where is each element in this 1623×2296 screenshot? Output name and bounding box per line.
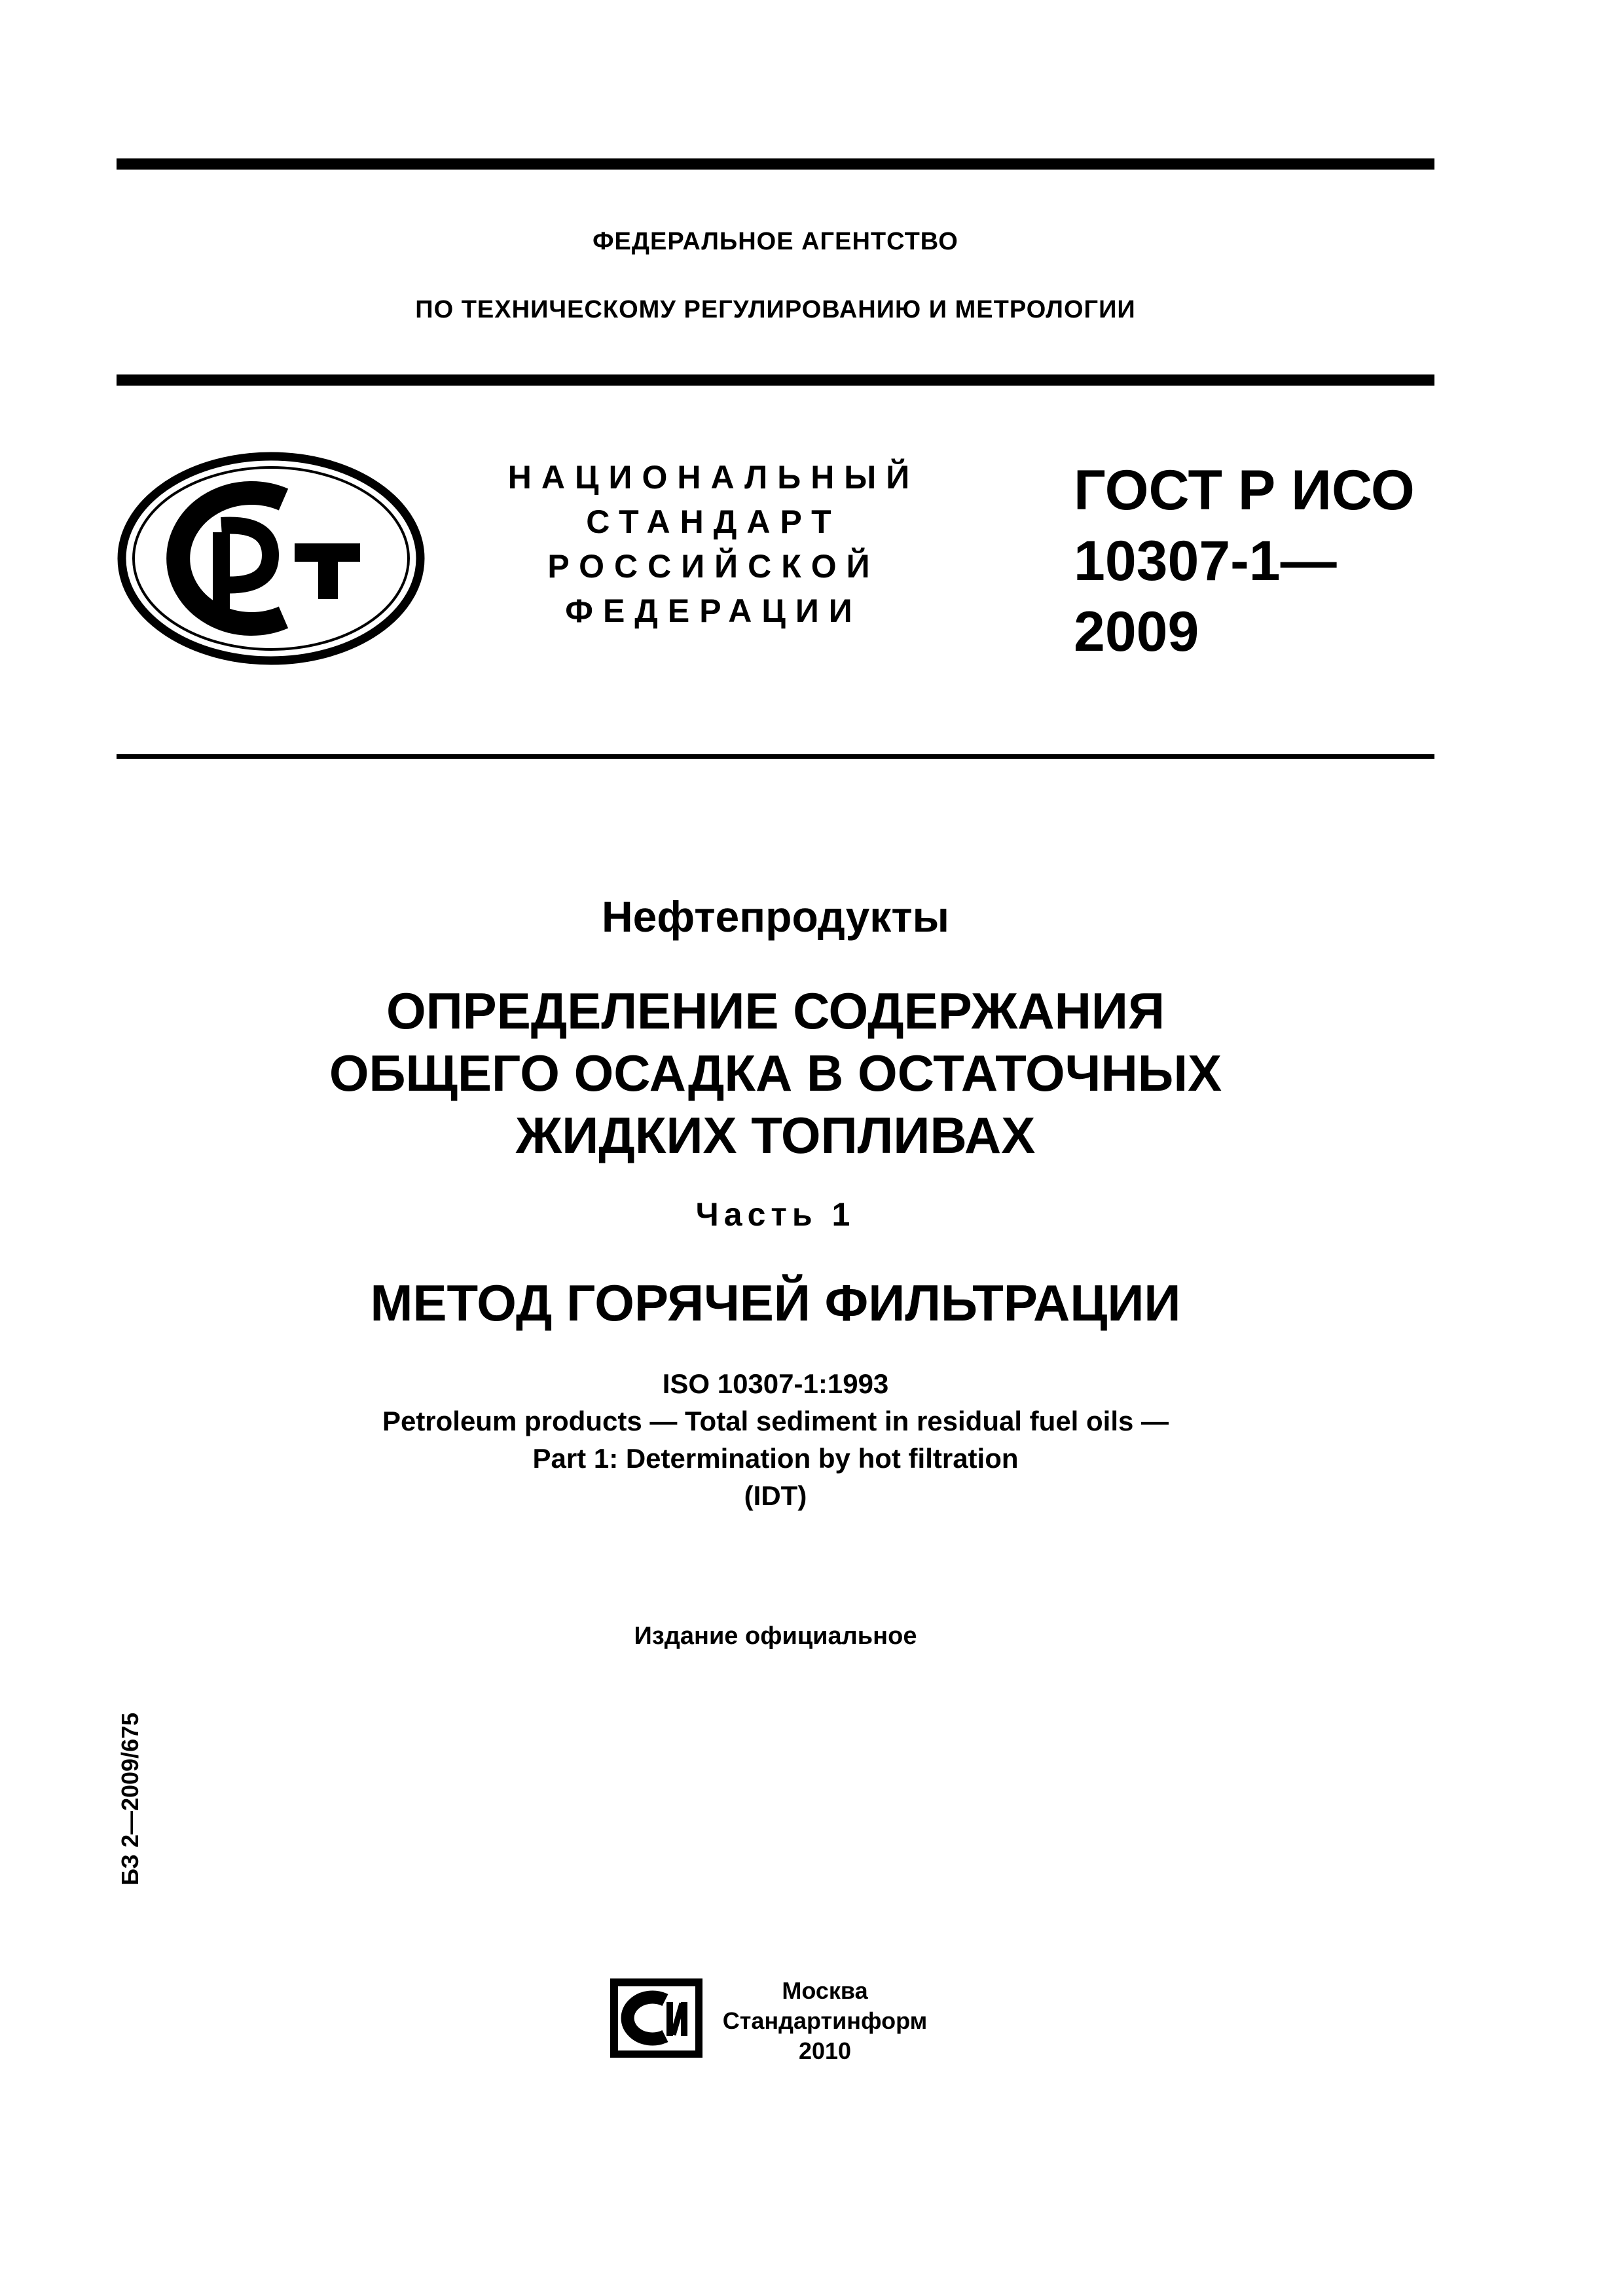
main-title-line: ЖИДКИХ ТОПЛИВАХ (515, 1106, 1036, 1164)
iso-reference-line: (IDT) (744, 1480, 807, 1511)
main-title-line: ОПРЕДЕЛЕНИЕ СОДЕРЖАНИЯ (386, 982, 1165, 1040)
main-title-line: ОБЩЕГО ОСАДКА В ОСТАТОЧНЫХ (329, 1044, 1222, 1102)
national-standard-line: РОССИЙСКОЙ (547, 548, 880, 585)
rst-logo (117, 450, 426, 666)
publisher-city: Москва (782, 1977, 868, 2004)
subject-title: Нефтепродукты (601, 892, 950, 941)
iso-reference-line: Petroleum products — Total sediment in residual fuel oils — (382, 1406, 1169, 1436)
edition-label: Издание официальное (634, 1622, 917, 1650)
header-rule (117, 374, 1434, 386)
designation-line: 10307-1— (1074, 530, 1337, 592)
si-logo (609, 1977, 704, 2059)
publisher-name: Стандартинформ (722, 2007, 928, 2034)
agency-line-2: ПО ТЕХНИЧЕСКОМУ РЕГУЛИРОВАНИЮ И МЕТРОЛОГИИ (415, 296, 1136, 323)
section-rule (117, 754, 1434, 759)
publisher-block (707, 1976, 943, 2066)
iso-reference-line: ISO 10307-1:1993 (662, 1368, 889, 1399)
national-standard-line: СТАНДАРТ (586, 503, 841, 540)
iso-reference-line: Part 1: Determination by hot filtration (532, 1443, 1019, 1474)
publisher-year: 2010 (798, 2037, 852, 2064)
method-title: МЕТОД ГОРЯЧЕЙ ФИЛЬТРАЦИИ (370, 1274, 1181, 1332)
designation-line: ГОСТ Р ИСО (1074, 459, 1415, 522)
standard-designation (1074, 455, 1427, 667)
national-standard-line: НАЦИОНАЛЬНЫЙ (507, 459, 920, 496)
side-code: БЗ 2—2009/675 (117, 1712, 143, 1886)
national-standard-line: ФЕДЕРАЦИИ (565, 592, 862, 629)
national-standard-label (478, 455, 949, 633)
main-title (117, 980, 1434, 1167)
part-label: Часть 1 (695, 1196, 856, 1233)
agency-line-1: ФЕДЕРАЛЬНОЕ АГЕНТСТВО (593, 228, 958, 255)
iso-reference (117, 1365, 1434, 1514)
designation-line: 2009 (1074, 600, 1199, 663)
top-rule (117, 158, 1434, 170)
